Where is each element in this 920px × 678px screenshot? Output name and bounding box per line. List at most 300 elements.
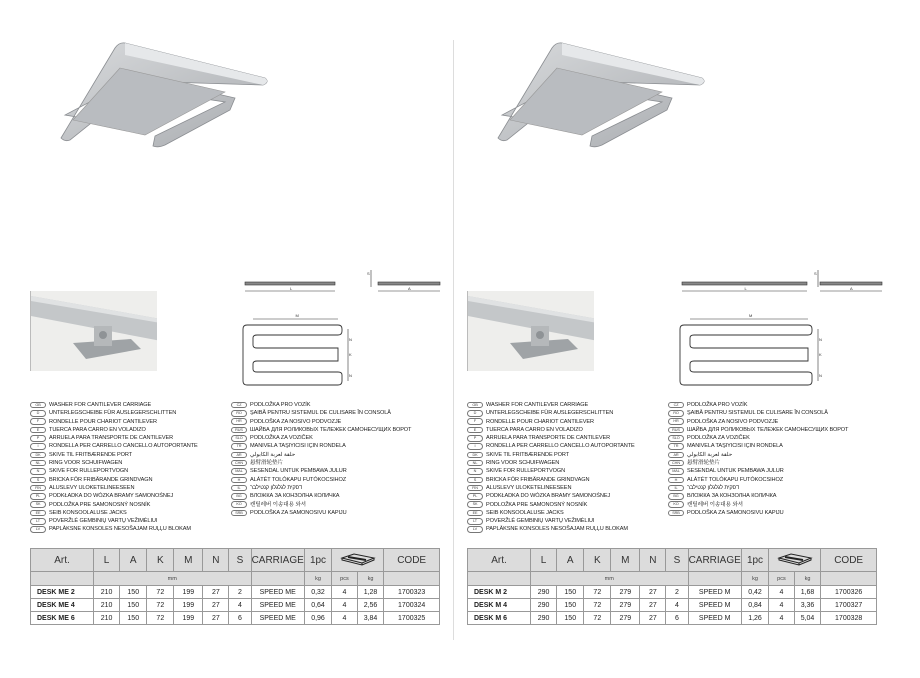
language-code-badge: KO	[668, 501, 684, 508]
header-cell: S	[229, 549, 251, 572]
language-code-badge: LV	[467, 526, 483, 533]
language-description: ВЛОЖКА ЗА КОНЗОЛНА КОЛИЧКА	[687, 493, 777, 500]
language-code-badge: NL	[467, 460, 483, 467]
package-icon	[332, 549, 384, 572]
language-code-badge: E	[467, 427, 483, 434]
language-item	[668, 459, 848, 467]
table-cell: 4	[229, 599, 251, 612]
language-item	[467, 467, 635, 475]
language-description: RING VOOR SCHUIFWAGEN	[49, 460, 123, 467]
header-cell: A	[557, 549, 584, 572]
table-cell: 279	[611, 586, 640, 599]
table-cell: 1,68	[794, 586, 821, 599]
language-description: ШАЙБА ДЛЯ РОЛИКОВЫХ ТЕЛЕЖЕК САМОНЕСУЩИХ ВОРОТ	[687, 426, 849, 433]
dim-N2: N	[819, 373, 822, 378]
language-item	[467, 426, 635, 434]
header-cell: CODE	[821, 549, 877, 572]
language-item	[30, 501, 198, 509]
header-cell: Art.	[31, 549, 94, 572]
language-item	[30, 525, 198, 533]
table-cell: 150	[557, 612, 584, 625]
language-code-badge: DK	[467, 452, 483, 459]
table-cell: 0,64	[304, 599, 331, 612]
language-description: UNTERLEGSCHEIBE FÜR AUSLEGERSCHLITTEN	[49, 410, 177, 417]
table-cell: 279	[611, 612, 640, 625]
language-description: PODLOŠKA ZA NOSIVO PODVOZJE	[687, 418, 779, 425]
language-description: SESENDAL UNTUK PEMBAWA JULUR	[687, 468, 784, 475]
language-code-badge: LV	[30, 526, 46, 533]
language-item	[668, 401, 848, 409]
table-row	[468, 612, 877, 625]
language-item	[668, 442, 848, 450]
language-code-badge: I	[30, 443, 46, 450]
table-cell: 2,56	[357, 599, 384, 612]
language-code-badge: S	[467, 477, 483, 484]
table-cell: 27	[203, 586, 229, 599]
dim-K: K	[819, 352, 822, 357]
header-cell: A	[120, 549, 147, 572]
header-cell: K	[147, 549, 174, 572]
language-description: MANIVELA TAŞIYICISI IÇIN RONDELA	[250, 443, 346, 450]
language-item	[231, 434, 411, 442]
language-item	[30, 418, 198, 426]
table-cell: 72	[584, 599, 611, 612]
table-cell: 27	[640, 586, 666, 599]
language-code-badge: RUS	[668, 427, 684, 434]
table-cell: 1700326	[821, 586, 877, 599]
product-table	[30, 548, 440, 625]
unit-pcs: pcs	[769, 572, 795, 586]
language-item	[231, 418, 411, 426]
header-cell: CARRIAGE	[251, 549, 304, 572]
language-code-badge: RO	[231, 410, 247, 417]
dim-K: K	[349, 352, 352, 357]
table-cell: 27	[203, 612, 229, 625]
language-code-badge: SRB	[668, 510, 684, 517]
language-item	[30, 517, 198, 525]
language-description: MANIVELA TAŞIYICISI IÇIN RONDELA	[687, 443, 783, 450]
table-cell: 0,84	[741, 599, 768, 612]
table-cell: 290	[530, 599, 556, 612]
language-description: PAPLĀKSNE KONSOLES NESOŠAJAM RUĻĻU BLOKAM	[486, 526, 628, 533]
language-item	[231, 451, 411, 459]
language-item	[668, 451, 848, 459]
table-cell: 4	[769, 586, 795, 599]
washer-product-image	[462, 30, 722, 165]
header-cell: Art.	[468, 549, 531, 572]
table-units-row	[468, 572, 877, 586]
language-item	[467, 451, 635, 459]
header-cell: M	[611, 549, 640, 572]
language-code-badge: SLO	[231, 435, 247, 442]
language-item	[668, 467, 848, 475]
language-item	[30, 409, 198, 417]
mounting-photo	[467, 291, 597, 371]
table-cell: 1700324	[384, 599, 440, 612]
language-description: 캔틸레버 이송대용 와셔	[687, 501, 743, 508]
language-item	[467, 442, 635, 450]
language-item	[231, 509, 411, 517]
language-description: SKIVE FOR RULLEPORTVOGN	[486, 468, 566, 475]
table-row	[31, 599, 440, 612]
table-cell: 27	[640, 599, 666, 612]
language-code-badge: S	[30, 477, 46, 484]
language-code-badge: SLO	[668, 435, 684, 442]
language-description: RONDELLA PER CARRELLO CANCELLO AUTOPORTANTE	[486, 443, 635, 450]
header-cell: CODE	[384, 549, 440, 572]
language-list	[231, 401, 411, 517]
table-cell: 290	[530, 586, 556, 599]
language-item	[231, 442, 411, 450]
side-view-A	[378, 282, 440, 285]
language-code-badge: F	[467, 418, 483, 425]
language-description: דסקית לגלגלון קנטילבר	[687, 484, 739, 491]
language-description: SEIB KONSOOLALUSE JACKS	[49, 509, 127, 516]
unit-kg-pack: kg	[794, 572, 821, 586]
table-cell: 150	[120, 599, 147, 612]
language-description: WASHER FOR CANTILEVER CARRIAGE	[486, 402, 589, 408]
table-row	[31, 586, 440, 599]
dim-N: N	[819, 337, 822, 342]
language-item	[231, 426, 411, 434]
table-cell: 150	[120, 612, 147, 625]
table-cell: 210	[93, 612, 119, 625]
language-code-badge: F	[30, 418, 46, 425]
language-description: ALÁTÉT TOLÓKAPU FUTÓKOCSIHOZ	[687, 476, 784, 483]
language-code-badge: RUS	[231, 427, 247, 434]
header-cell: N	[640, 549, 666, 572]
table-cell: 0,96	[304, 612, 331, 625]
table-cell: 4	[769, 612, 795, 625]
table-cell: 1,28	[357, 586, 384, 599]
table-cell: 27	[640, 612, 666, 625]
technical-drawing	[235, 265, 450, 390]
language-code-badge: P	[467, 435, 483, 442]
dim-S: S	[814, 271, 817, 276]
table-cell: SPEED M	[688, 612, 741, 625]
language-code-badge: HR	[231, 418, 247, 425]
language-code-badge: IL	[231, 485, 247, 492]
language-description: PODLOŽKA PRE SAMONOSNÝ NOSNÍK	[486, 501, 588, 508]
table-units-row	[31, 572, 440, 586]
language-description: 悬臂滑轮垫片	[687, 460, 720, 467]
language-item	[668, 418, 848, 426]
unit-kg-pack: kg	[357, 572, 384, 586]
dim-M: M	[749, 313, 753, 318]
table-cell: SPEED ME	[251, 586, 304, 599]
language-item	[467, 509, 635, 517]
language-description: PODKŁADKA DO WÓZKA BRAMY SAMONOŚNEJ	[486, 493, 611, 500]
side-view-A	[820, 282, 882, 285]
language-item	[30, 401, 198, 409]
table-row	[468, 586, 877, 599]
language-description: POVERŽLĖ GEMBINIŲ VARTŲ VEŽIMĖLIUI	[49, 518, 158, 525]
language-item	[467, 434, 635, 442]
language-item	[30, 426, 198, 434]
language-code-badge: N	[30, 468, 46, 475]
table-cell: 1700325	[384, 612, 440, 625]
language-item	[231, 459, 411, 467]
language-code-badge: AR	[231, 452, 247, 459]
language-item	[30, 442, 198, 450]
header-cell: N	[203, 549, 229, 572]
language-item	[467, 418, 635, 426]
language-description: SESENDAL UNTUK PEMBAWA JULUR	[250, 468, 347, 475]
language-item	[30, 492, 198, 500]
table-cell: 3,36	[794, 599, 821, 612]
language-description: ARRUELA PARA TRANSPORTE DE CANTILEVER	[486, 435, 611, 442]
language-code-badge: GB	[30, 402, 46, 409]
language-code-badge: H	[231, 477, 247, 484]
article-name: DESK M 2	[468, 586, 531, 599]
dim-A: A	[408, 286, 411, 291]
language-item	[467, 501, 635, 509]
table-cell: 0,32	[304, 586, 331, 599]
table-cell: 1700327	[821, 599, 877, 612]
table-cell: 199	[174, 612, 203, 625]
article-name: DESK ME 2	[31, 586, 94, 599]
table-cell: 210	[93, 599, 119, 612]
table-row	[31, 612, 440, 625]
dim-N: N	[349, 337, 352, 342]
header-cell: K	[584, 549, 611, 572]
mounting-photo	[30, 291, 160, 371]
table-cell: 72	[584, 586, 611, 599]
language-item	[668, 492, 848, 500]
language-code-badge: TR	[668, 443, 684, 450]
table-cell: 150	[557, 599, 584, 612]
language-item	[467, 492, 635, 500]
table-row	[468, 599, 877, 612]
package-icon	[769, 549, 821, 572]
language-item	[467, 459, 635, 467]
article-name: DESK M 4	[468, 599, 531, 612]
language-item	[467, 517, 635, 525]
language-code-badge: LT	[467, 518, 483, 525]
language-item	[231, 476, 411, 484]
language-item	[30, 451, 198, 459]
language-item	[668, 501, 848, 509]
language-item	[467, 409, 635, 417]
language-description: حلقة لعربة الكابولي	[687, 451, 733, 458]
table-cell: 0,42	[741, 586, 768, 599]
table-cell: 4	[666, 599, 688, 612]
language-item	[668, 434, 848, 442]
language-item	[30, 467, 198, 475]
language-item	[467, 476, 635, 484]
unit-mm: mm	[530, 572, 688, 586]
table-cell: 72	[147, 586, 174, 599]
language-item	[467, 484, 635, 492]
header-cell: S	[666, 549, 688, 572]
language-description: BRICKA FÖR FRIBÄRANDE GRINDVAGN	[486, 476, 590, 483]
language-description: PODLOŽKA ZA VOZIČEK	[687, 435, 750, 442]
table-cell: 4	[332, 586, 358, 599]
header-cell: CARRIAGE	[688, 549, 741, 572]
language-item	[668, 426, 848, 434]
unit-mm: mm	[93, 572, 251, 586]
language-code-badge: I	[467, 443, 483, 450]
language-code-badge: FIN	[30, 485, 46, 492]
language-code-badge: MAL	[668, 468, 684, 475]
product-panel-desk-me	[0, 0, 450, 678]
language-item	[231, 484, 411, 492]
table-cell: 4	[332, 612, 358, 625]
language-description: ALUSLEVY ULOKETELINEESEEN	[49, 484, 135, 491]
table-cell: 150	[557, 586, 584, 599]
language-description: BRICKA FÖR FRIBÄRANDE GRINDVAGN	[49, 476, 153, 483]
language-code-badge: IL	[668, 485, 684, 492]
language-description: ALÁTÉT TOLÓKAPU FUTÓKOCSIHOZ	[250, 476, 347, 483]
language-code-badge: SK	[30, 501, 46, 508]
table-cell: 72	[584, 612, 611, 625]
dim-L: L	[744, 286, 747, 291]
table-cell: 199	[174, 599, 203, 612]
language-description: RONDELLE POUR CHARIOT CANTILEVER	[486, 418, 594, 425]
table-cell: 279	[611, 599, 640, 612]
table-cell: 6	[666, 612, 688, 625]
language-description: ШАЙБА ДЛЯ РОЛИКОВЫХ ТЕЛЕЖЕК САМОНЕСУЩИХ ВОРОТ	[250, 426, 412, 433]
washer-product-image	[25, 30, 285, 165]
language-description: SKIVE TIL FRITBÆRENDE PORT	[486, 451, 570, 458]
table-cell: SPEED M	[688, 586, 741, 599]
header-cell: M	[174, 549, 203, 572]
table-cell: 4	[332, 599, 358, 612]
language-list	[467, 401, 635, 534]
language-item	[467, 401, 635, 409]
language-description: PODLOŠKA ZA SAMONOSIVU KAPIJU	[687, 509, 784, 516]
language-list	[30, 401, 198, 534]
language-list	[668, 401, 848, 517]
table-cell: 210	[93, 586, 119, 599]
language-description: RONDELLA PER CARRELLO CANCELLO AUTOPORTANTE	[49, 443, 198, 450]
language-code-badge: EE	[467, 510, 483, 517]
language-item	[231, 501, 411, 509]
table-cell: 1,26	[741, 612, 768, 625]
language-description: דסקית לגלגלון קנטילבר	[250, 484, 302, 491]
table-cell: 150	[120, 586, 147, 599]
unit-kg: kg	[741, 572, 768, 586]
language-description: ARRUELA PARA TRANSPORTE DE CANTILEVER	[49, 435, 174, 442]
language-code-badge: SK	[467, 501, 483, 508]
language-code-badge: AR	[668, 452, 684, 459]
product-table	[467, 548, 877, 625]
product-panel-desk-m	[437, 0, 887, 678]
language-description: SEIB KONSOOLALUSE JACKS	[486, 509, 564, 516]
language-description: UNTERLEGSCHEIBE FÜR AUSLEGERSCHLITTEN	[486, 410, 614, 417]
language-code-badge: N	[467, 468, 483, 475]
table-cell: 3,84	[357, 612, 384, 625]
table-cell: 72	[147, 599, 174, 612]
dim-L: L	[290, 286, 293, 291]
language-description: TUERCA PARA CARRO EN VOLADIZO	[49, 426, 146, 433]
table-cell: 72	[147, 612, 174, 625]
table-header-row	[31, 549, 440, 572]
table-cell: 290	[530, 612, 556, 625]
language-code-badge: E	[30, 427, 46, 434]
language-description: TUERCA PARA CARRO EN VOLADIZO	[486, 426, 583, 433]
dim-N2: N	[349, 373, 352, 378]
unit-pcs: pcs	[332, 572, 358, 586]
language-code-badge: MAL	[231, 468, 247, 475]
header-1pc: 1pc	[741, 549, 768, 572]
language-item	[231, 467, 411, 475]
language-code-badge: LT	[30, 518, 46, 525]
language-code-badge: D	[467, 410, 483, 417]
language-code-badge: CZ	[231, 402, 247, 409]
side-view-L	[682, 282, 807, 285]
language-code-badge: DK	[30, 452, 46, 459]
language-item	[30, 459, 198, 467]
language-description: ŞAIBĂ PENTRU SISTEMUL DE CULISARE ÎN CONSOLĂ	[687, 410, 828, 417]
language-description: RONDELLE POUR CHARIOT CANTILEVER	[49, 418, 157, 425]
language-code-badge: CZ	[668, 402, 684, 409]
technical-drawing	[672, 265, 887, 390]
language-item	[30, 434, 198, 442]
table-cell: 4	[769, 599, 795, 612]
language-description: PODLOŽKA ZA VOZIČEK	[250, 435, 313, 442]
language-code-badge: PL	[467, 493, 483, 500]
language-description: PODLOŽKA PRO VOZÍK	[687, 402, 748, 408]
language-description: PODLOŽKA PRO VOZÍK	[250, 402, 311, 408]
language-code-badge: SRB	[231, 510, 247, 517]
language-code-badge: H	[668, 477, 684, 484]
language-code-badge: RO	[668, 410, 684, 417]
language-item	[668, 476, 848, 484]
article-name: DESK M 6	[468, 612, 531, 625]
language-description: PODLOŠKA ZA NOSIVO PODVOZJE	[250, 418, 342, 425]
language-description: WASHER FOR CANTILEVER CARRIAGE	[49, 402, 152, 408]
side-view-L	[245, 282, 335, 285]
header-cell: L	[530, 549, 556, 572]
table-cell: 199	[174, 586, 203, 599]
language-code-badge: NL	[30, 460, 46, 467]
table-cell: 1700328	[821, 612, 877, 625]
dim-A: A	[850, 286, 853, 291]
table-cell: SPEED ME	[251, 599, 304, 612]
language-code-badge: BG	[231, 493, 247, 500]
header-cell: L	[93, 549, 119, 572]
language-description: حلقة لعربة الكابولي	[250, 451, 296, 458]
language-description: PODKŁADKA DO WÓZKA BRAMY SAMONOŚNEJ	[49, 493, 174, 500]
table-header-row	[468, 549, 877, 572]
article-name: DESK ME 4	[31, 599, 94, 612]
language-item	[668, 409, 848, 417]
language-item	[231, 492, 411, 500]
language-description: SKIVE TIL FRITBÆRENDE PORT	[49, 451, 133, 458]
dim-M: M	[295, 313, 299, 318]
language-code-badge: PL	[30, 493, 46, 500]
language-description: 캔틸레버 이송대용 와셔	[250, 501, 306, 508]
language-description: ŞAIBĂ PENTRU SISTEMUL DE CULISARE ÎN CONSOLĂ	[250, 410, 391, 417]
table-cell: 2	[229, 586, 251, 599]
language-code-badge: P	[30, 435, 46, 442]
language-item	[30, 476, 198, 484]
language-code-badge: GB	[467, 402, 483, 409]
table-cell: SPEED M	[688, 599, 741, 612]
table-cell: SPEED ME	[251, 612, 304, 625]
language-code-badge: HR	[668, 418, 684, 425]
language-description: PODLOŠKA ZA SAMONOSIVU KAPIJU	[250, 509, 347, 516]
language-description: RING VOOR SCHUIFWAGEN	[486, 460, 560, 467]
table-cell: 6	[229, 612, 251, 625]
language-description: ВЛОЖКА ЗА КОНЗОЛНА КОЛИЧКА	[250, 493, 340, 500]
table-cell: 1700323	[384, 586, 440, 599]
language-description: SKIVE FOR RULLEPORTVOGN	[49, 468, 129, 475]
article-name: DESK ME 6	[31, 612, 94, 625]
language-description: ALUSLEVY ULOKETELINEESEEN	[486, 484, 572, 491]
language-item	[30, 509, 198, 517]
